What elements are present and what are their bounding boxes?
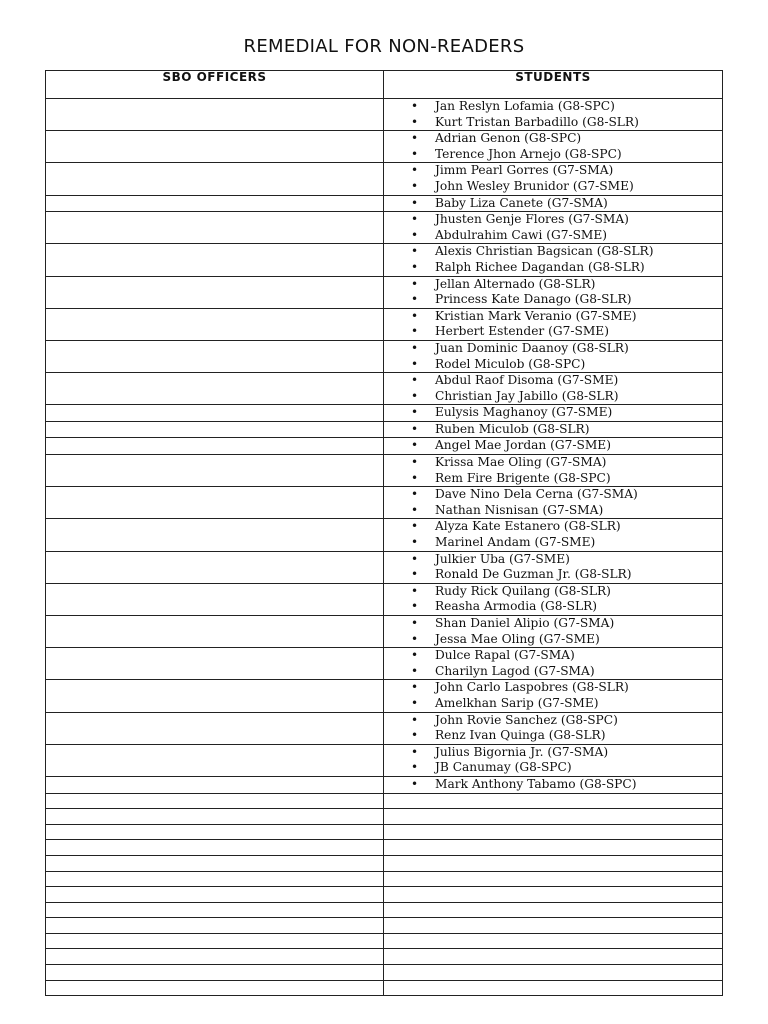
- student-name: • Mark Anthony Tabamo (G8-SPC): [384, 777, 722, 793]
- sbo-officer-cell: [46, 776, 384, 793]
- students-cell: [384, 583, 723, 615]
- table-row: [46, 712, 723, 744]
- student-name: • Rudy Rick Quilang (G8-SLR): [384, 584, 722, 600]
- table-row: [46, 583, 723, 615]
- empty-cell: [46, 871, 384, 887]
- student-list: [384, 244, 722, 275]
- empty-cell: [46, 918, 384, 934]
- table-row: [46, 455, 723, 487]
- student-list: [384, 455, 722, 486]
- empty-cell: [384, 965, 723, 981]
- empty-row: [46, 902, 723, 918]
- sbo-officer-cell: [46, 373, 384, 405]
- document-title: REMEDIAL FOR NON-READERS: [243, 36, 525, 57]
- student-name: • Ronald De Guzman Jr. (G8-SLR): [384, 567, 722, 583]
- table-row: [46, 373, 723, 405]
- students-cell: [384, 776, 723, 793]
- remedial-table: [45, 70, 723, 996]
- student-name: • Baby Liza Canete (G7-SMA): [384, 196, 722, 212]
- student-name: • JB Canumay (G8-SPC): [384, 760, 722, 776]
- student-list: [384, 616, 722, 647]
- students-cell: [384, 680, 723, 712]
- sbo-officer-cell: [46, 519, 384, 551]
- empty-cell: [46, 809, 384, 825]
- sbo-officer-cell: [46, 616, 384, 648]
- students-cell: [384, 551, 723, 583]
- student-list: [384, 422, 722, 438]
- table-row: [46, 212, 723, 244]
- table-row: [46, 438, 723, 455]
- student-name: • Alexis Christian Bagsican (G8-SLR): [384, 244, 722, 260]
- student-name: • Christian Jay Jabillo (G8-SLR): [384, 389, 722, 405]
- header-students: STUDENTS: [384, 71, 723, 99]
- student-list: [384, 196, 722, 212]
- student-list: [384, 745, 722, 776]
- empty-cell: [46, 980, 384, 996]
- students-cell: [384, 340, 723, 372]
- students-cell: [384, 487, 723, 519]
- sbo-officer-cell: [46, 487, 384, 519]
- table-row: [46, 551, 723, 583]
- table-row: [46, 163, 723, 195]
- sbo-officer-cell: [46, 244, 384, 276]
- student-name: • Abdulrahim Cawi (G7-SME): [384, 228, 722, 244]
- sbo-officer-cell: [46, 551, 384, 583]
- empty-cell: [46, 840, 384, 856]
- student-name: • Rodel Miculob (G8-SPC): [384, 357, 722, 373]
- student-list: [384, 405, 722, 421]
- table-row: [46, 680, 723, 712]
- student-list: [384, 713, 722, 744]
- sbo-officer-cell: [46, 340, 384, 372]
- students-cell: [384, 99, 723, 131]
- table-row: [46, 195, 723, 212]
- sbo-officer-cell: [46, 99, 384, 131]
- table-row: [46, 616, 723, 648]
- student-name: • Charilyn Lagod (G7-SMA): [384, 664, 722, 680]
- sbo-officer-cell: [46, 131, 384, 163]
- table-row: [46, 744, 723, 776]
- table-row: [46, 405, 723, 422]
- table-header-row: [46, 71, 723, 99]
- student-name: • Renz Ivan Quinga (G8-SLR): [384, 728, 722, 744]
- student-list: [384, 584, 722, 615]
- students-cell: [384, 308, 723, 340]
- student-name: • Adrian Genon (G8-SPC): [384, 131, 722, 147]
- student-name: • John Carlo Laspobres (G8-SLR): [384, 680, 722, 696]
- students-cell: [384, 421, 723, 438]
- header-sbo-officers: SBO OFFICERS: [46, 71, 384, 99]
- sbo-officer-cell: [46, 455, 384, 487]
- student-name: • Jellan Alternado (G8-SLR): [384, 277, 722, 293]
- student-list: [384, 277, 722, 308]
- sbo-officer-cell: [46, 212, 384, 244]
- student-name: • Dulce Rapal (G7-SMA): [384, 648, 722, 664]
- students-cell: [384, 616, 723, 648]
- empty-cell: [46, 824, 384, 840]
- student-name: • Herbert Estender (G7-SME): [384, 324, 722, 340]
- students-cell: [384, 455, 723, 487]
- table-row: [46, 131, 723, 163]
- empty-cell: [384, 809, 723, 825]
- student-name: • Reasha Armodia (G8-SLR): [384, 599, 722, 615]
- sbo-officer-cell: [46, 163, 384, 195]
- students-cell: [384, 244, 723, 276]
- sbo-officer-cell: [46, 744, 384, 776]
- empty-cell: [384, 871, 723, 887]
- students-cell: [384, 373, 723, 405]
- student-list: [384, 212, 722, 243]
- empty-row: [46, 965, 723, 981]
- students-cell: [384, 405, 723, 422]
- sbo-officer-cell: [46, 438, 384, 455]
- empty-row: [46, 793, 723, 809]
- student-name: • Marinel Andam (G7-SME): [384, 535, 722, 551]
- sbo-officer-cell: [46, 583, 384, 615]
- students-cell: [384, 438, 723, 455]
- student-name: • Terence Jhon Arnejo (G8-SPC): [384, 147, 722, 163]
- student-name: • Julius Bigornia Jr. (G7-SMA): [384, 745, 722, 761]
- empty-row: [46, 980, 723, 996]
- student-name: • Nathan Nisnisan (G7-SMA): [384, 503, 722, 519]
- student-name: • Jessa Mae Oling (G7-SME): [384, 632, 722, 648]
- student-name: • Julkier Uba (G7-SME): [384, 552, 722, 568]
- students-cell: [384, 712, 723, 744]
- student-list: [384, 163, 722, 194]
- student-list: [384, 341, 722, 372]
- empty-row: [46, 855, 723, 871]
- empty-row: [46, 809, 723, 825]
- sbo-officer-cell: [46, 680, 384, 712]
- empty-row: [46, 933, 723, 949]
- table-row: [46, 421, 723, 438]
- sbo-officer-cell: [46, 276, 384, 308]
- table-row: [46, 776, 723, 793]
- empty-cell: [46, 949, 384, 965]
- empty-cell: [384, 949, 723, 965]
- empty-cell: [384, 933, 723, 949]
- sbo-officer-cell: [46, 712, 384, 744]
- empty-cell: [384, 918, 723, 934]
- student-name: • Princess Kate Danago (G8-SLR): [384, 292, 722, 308]
- empty-cell: [384, 855, 723, 871]
- empty-cell: [384, 824, 723, 840]
- table-row: [46, 340, 723, 372]
- table-row: [46, 99, 723, 131]
- empty-cell: [384, 793, 723, 809]
- empty-cell: [384, 902, 723, 918]
- student-name: • Alyza Kate Estanero (G8-SLR): [384, 519, 722, 535]
- student-name: • Krissa Mae Oling (G7-SMA): [384, 455, 722, 471]
- student-list: [384, 438, 722, 454]
- empty-cell: [46, 855, 384, 871]
- student-list: [384, 373, 722, 404]
- students-cell: [384, 648, 723, 680]
- student-list: [384, 519, 722, 550]
- students-cell: [384, 195, 723, 212]
- table-row: [46, 648, 723, 680]
- student-name: • Ruben Miculob (G8-SLR): [384, 422, 722, 438]
- student-name: • Jan Reslyn Lofamia (G8-SPC): [384, 99, 722, 115]
- student-list: [384, 648, 722, 679]
- student-name: • Kristian Mark Veranio (G7-SME): [384, 309, 722, 325]
- table-row: [46, 308, 723, 340]
- student-name: • Rem Fire Brigente (G8-SPC): [384, 471, 722, 487]
- empty-cell: [46, 965, 384, 981]
- empty-cell: [46, 933, 384, 949]
- students-cell: [384, 519, 723, 551]
- sbo-officer-cell: [46, 308, 384, 340]
- students-cell: [384, 131, 723, 163]
- student-name: • Dave Nino Dela Cerna (G7-SMA): [384, 487, 722, 503]
- students-cell: [384, 276, 723, 308]
- empty-row: [46, 824, 723, 840]
- students-cell: [384, 212, 723, 244]
- student-list: [384, 309, 722, 340]
- empty-row: [46, 887, 723, 903]
- student-name: • Ralph Richee Dagandan (G8-SLR): [384, 260, 722, 276]
- sbo-officer-cell: [46, 648, 384, 680]
- empty-cell: [46, 793, 384, 809]
- student-name: • Jhusten Genje Flores (G7-SMA): [384, 212, 722, 228]
- empty-cell: [46, 887, 384, 903]
- student-list: [384, 131, 722, 162]
- student-list: [384, 777, 722, 793]
- empty-row: [46, 840, 723, 856]
- table-row: [46, 519, 723, 551]
- students-cell: [384, 163, 723, 195]
- student-list: [384, 680, 722, 711]
- table-row: [46, 276, 723, 308]
- student-list: [384, 99, 722, 130]
- sbo-officer-cell: [46, 405, 384, 422]
- empty-cell: [46, 902, 384, 918]
- student-name: • Eulysis Maghanoy (G7-SME): [384, 405, 722, 421]
- student-list: [384, 487, 722, 518]
- empty-row: [46, 949, 723, 965]
- empty-cell: [384, 980, 723, 996]
- empty-cell: [384, 887, 723, 903]
- table-row: [46, 487, 723, 519]
- student-name: • Angel Mae Jordan (G7-SME): [384, 438, 722, 454]
- sbo-officer-cell: [46, 195, 384, 212]
- student-name: • Amelkhan Sarip (G7-SME): [384, 696, 722, 712]
- student-name: • Juan Dominic Daanoy (G8-SLR): [384, 341, 722, 357]
- student-name: • Shan Daniel Alipio (G7-SMA): [384, 616, 722, 632]
- student-name: • John Rovie Sanchez (G8-SPC): [384, 713, 722, 729]
- empty-row: [46, 871, 723, 887]
- table-row: [46, 244, 723, 276]
- student-name: • John Wesley Brunidor (G7-SME): [384, 179, 722, 195]
- sbo-officer-cell: [46, 421, 384, 438]
- empty-row: [46, 918, 723, 934]
- student-name: • Abdul Raof Disoma (G7-SME): [384, 373, 722, 389]
- student-name: • Kurt Tristan Barbadillo (G8-SLR): [384, 115, 722, 131]
- table-body: [46, 99, 723, 996]
- student-list: [384, 552, 722, 583]
- student-name: • Jimm Pearl Gorres (G7-SMA): [384, 163, 722, 179]
- empty-cell: [384, 840, 723, 856]
- students-cell: [384, 744, 723, 776]
